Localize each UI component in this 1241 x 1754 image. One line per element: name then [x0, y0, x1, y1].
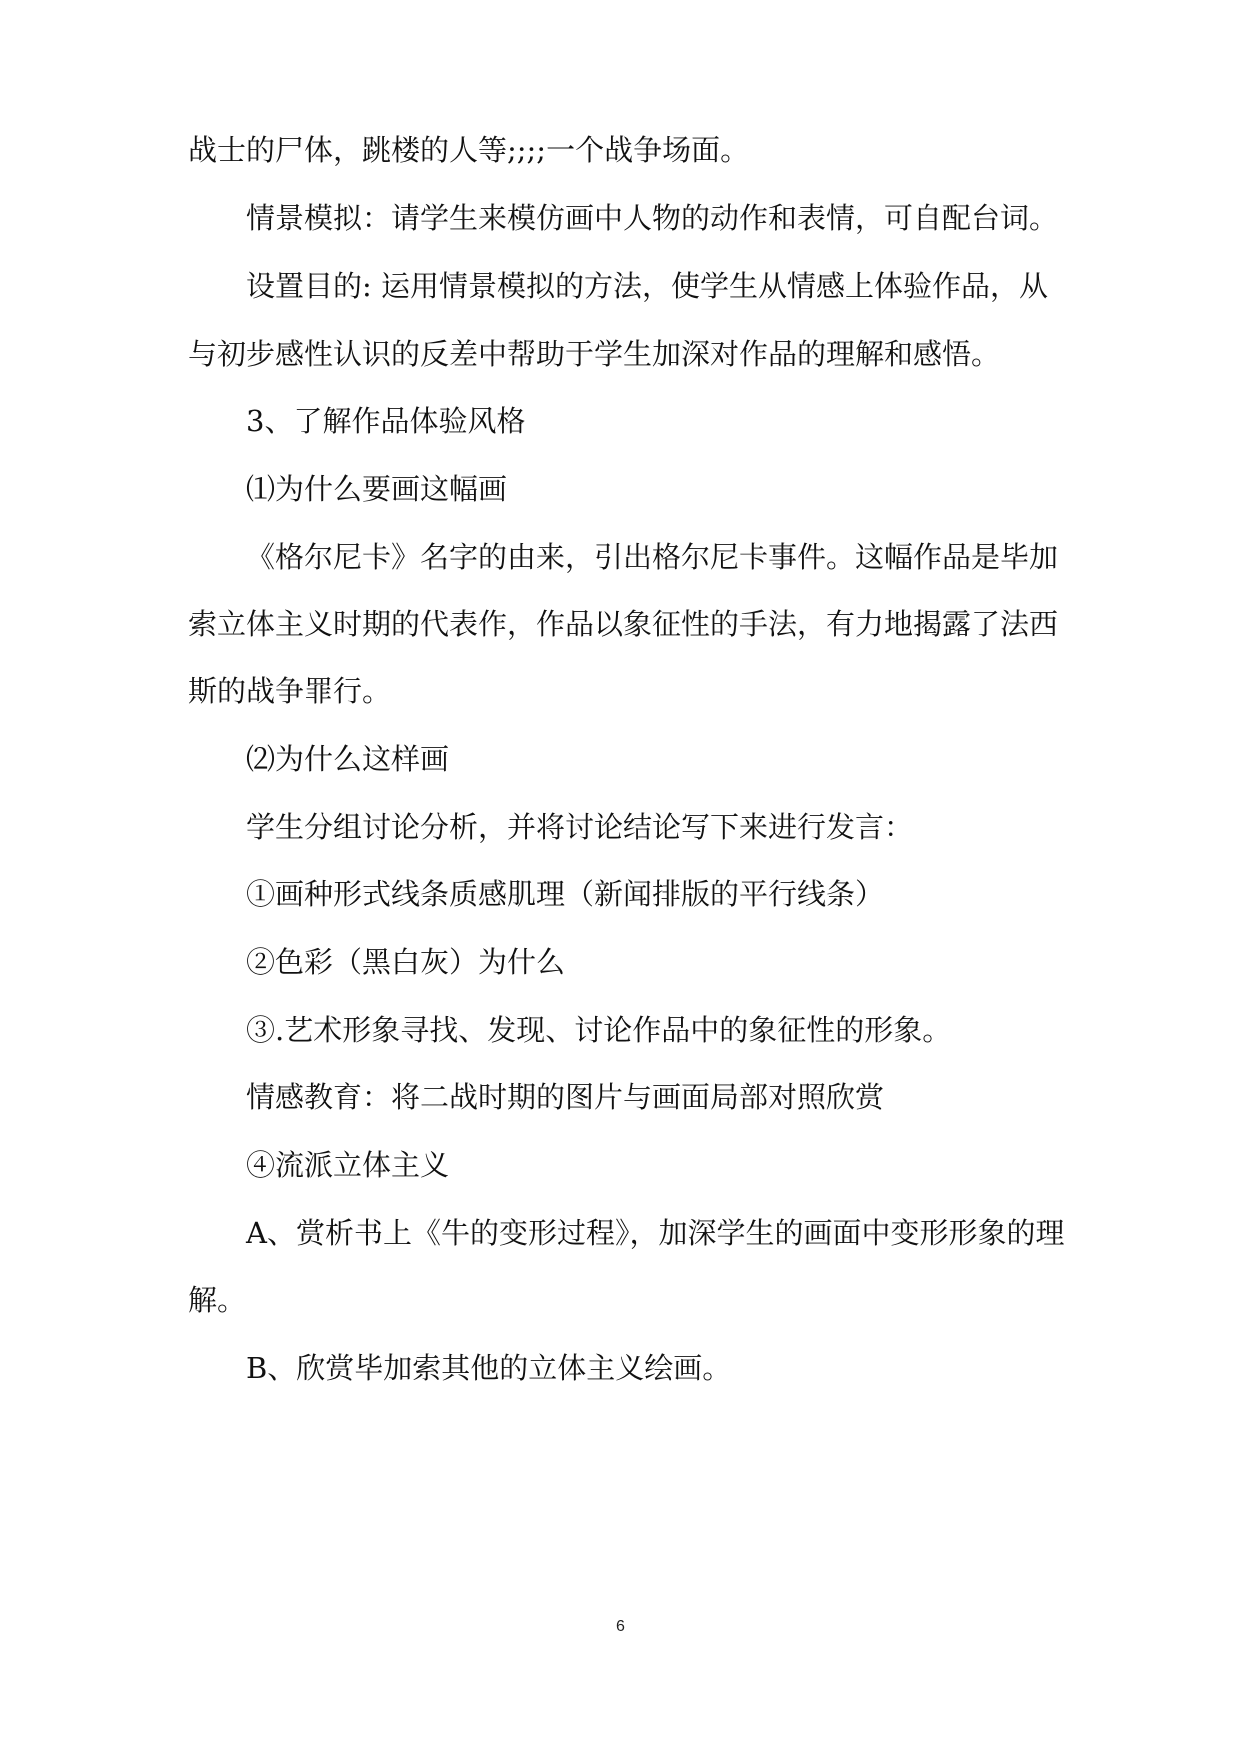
text-line-11: 学生分组讨论分析，并将讨论结论写下来进行发言：	[246, 810, 914, 844]
text-line-17: A、赏析书上《牛的变形过程》，加深学生的画面中变形形象的理	[246, 1216, 1065, 1250]
text-line-8: 索立体主义时期的代表作，作品以象征性的手法，有力地揭露了法西	[188, 607, 1059, 641]
list-item-2: ②色彩（黑白灰）为什么	[246, 945, 566, 979]
text-line-3: 设置目的: 运用情景模拟的方法，使学生从情感上体验作品，从	[246, 269, 1048, 303]
text-line-15: 情感教育：将二战时期的图片与画面局部对照欣赏	[246, 1080, 885, 1114]
text-line-9: 斯的战争罪行。	[188, 674, 392, 708]
text-line-1: 战士的尸体，跳楼的人等;;;;一个战争场面。	[188, 133, 750, 167]
list-item-1: ①画种形式线条质感肌理（新闻排版的平行线条）	[246, 877, 885, 911]
list-item-4: ④流派立体主义	[246, 1148, 450, 1182]
subheading-2: ⑵为什么这样画	[246, 742, 450, 776]
text-line-18: 解。	[188, 1283, 247, 1317]
text-line-2: 情景模拟：请学生来模仿画中人物的动作和表情，可自配台词。	[246, 201, 1059, 235]
subheading-1: ⑴为什么要画这幅画	[246, 472, 508, 506]
text-line-4: 与初步感性认识的反差中帮助于学生加深对作品的理解和感悟。	[188, 337, 1001, 371]
text-line-7: 《格尔尼卡》名字的由来，引出格尔尼卡事件。这幅作品是毕加	[246, 540, 1059, 574]
list-item-3: ③.艺术形象寻找、发现、讨论作品中的象征性的形象。	[246, 1013, 952, 1047]
section-heading-3: 3、了解作品体验风格	[246, 404, 526, 438]
text-line-19: B、欣赏毕加索其他的立体主义绘画。	[246, 1351, 732, 1385]
page-number: 6	[616, 1618, 625, 1635]
